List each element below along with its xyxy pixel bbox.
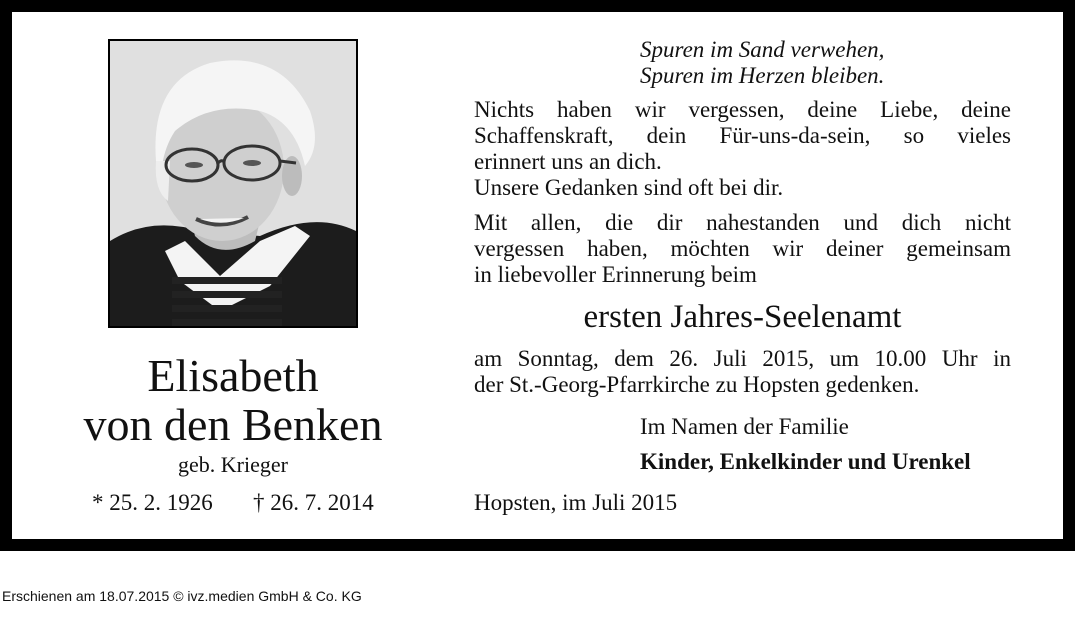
- place-and-date: Hopsten, im Juli 2015: [474, 490, 678, 515]
- maiden-name: geb. Krieger: [178, 452, 288, 477]
- signature-intro: Im Namen der Familie: [640, 414, 849, 439]
- obituary-notice: [12, 12, 1063, 539]
- deceased-last-name: von den Benken: [83, 399, 383, 450]
- event-title: ersten Jahres-Seelenamt: [583, 299, 902, 335]
- paragraph-1-line-3: erinnert uns an dich.: [474, 149, 662, 174]
- poem-line-1: Spuren im Sand verwehen,: [640, 37, 885, 62]
- paragraph-2-line-1: Mit allen, die dir nahestanden und dich nicht: [474, 210, 1011, 235]
- paragraph-2-line-2: vergessen haben, möchten wir deiner gemeinsam: [474, 236, 1011, 261]
- birth-date: * 25. 2. 1926: [92, 490, 213, 515]
- signature-family: Kinder, Enkelkinder und Urenkel: [640, 449, 971, 474]
- portrait-image: [110, 41, 356, 326]
- paragraph-1-line-4: Unsere Gedanken sind oft bei dir.: [474, 175, 784, 200]
- paragraph-1-line-2: Schaffenskraft, dein Für-uns-da-sein, so vieles: [474, 123, 1011, 148]
- deceased-first-name: Elisabeth: [147, 350, 319, 401]
- paragraph-1-line-1: Nichts haben wir vergessen, deine Liebe, deine: [474, 97, 1011, 122]
- death-date: † 26. 7. 2014: [253, 490, 374, 515]
- paragraph-3-line-1: am Sonntag, dem 26. Juli 2015, um 10.00 Uhr in: [474, 346, 1011, 371]
- paragraph-3-line-2: der St.-Georg-Pfarrkirche zu Hopsten gedenken.: [474, 372, 920, 397]
- poem-line-2: Spuren im Herzen bleiben.: [640, 63, 885, 88]
- paragraph-2-line-3: in liebevoller Erinnerung beim: [474, 262, 757, 287]
- portrait-photo: [108, 39, 358, 328]
- publication-footer: Erschienen am 18.07.2015 © ivz.medien GmbH & Co. KG: [2, 588, 362, 604]
